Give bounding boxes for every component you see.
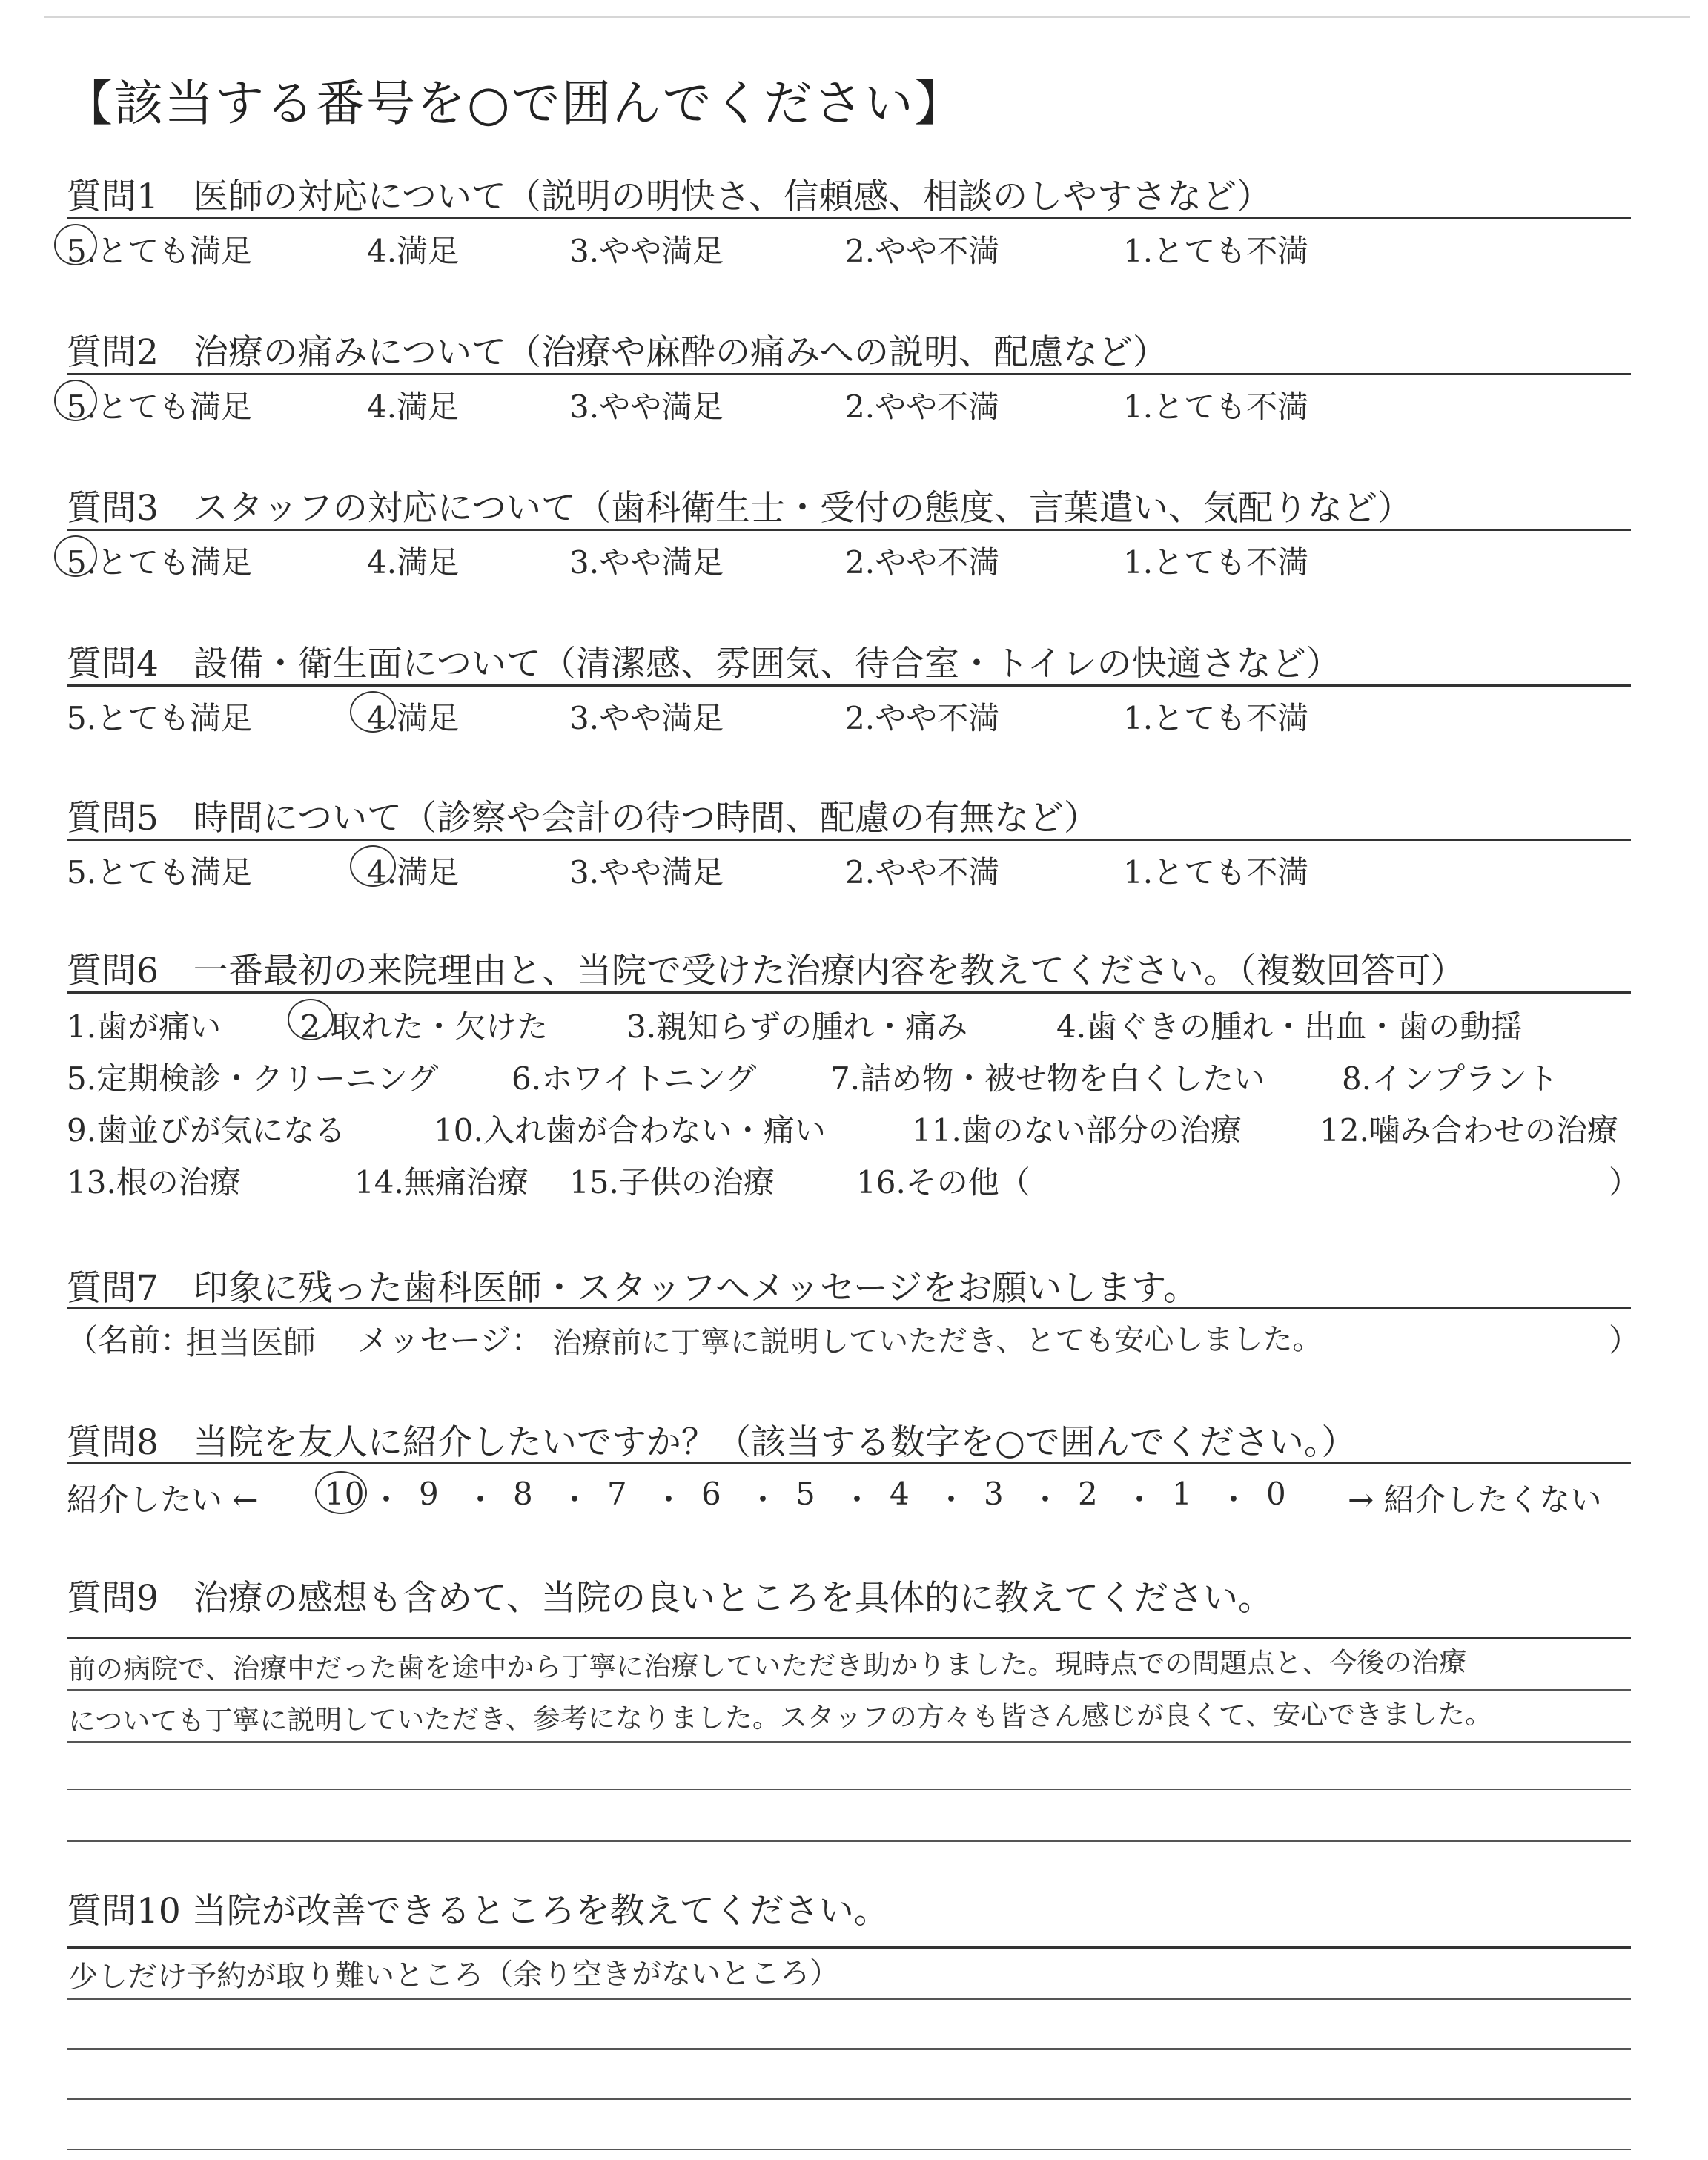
q8-left-label: 紹介したい ← bbox=[67, 1482, 259, 1518]
q4-option-3[interactable]: 3.やや満足 bbox=[569, 700, 724, 736]
q6-option-5[interactable]: 5.定期検診・クリーニング bbox=[67, 1060, 439, 1097]
q9-title: 質問9 治療の感想も含めて、当院の良いところを具体的に教えてください。 bbox=[67, 1578, 1273, 1619]
q8-scale-separator: ・ bbox=[1030, 1482, 1062, 1518]
q8-scale-value[interactable]: 2 bbox=[1078, 1476, 1098, 1512]
q8-scale-separator: ・ bbox=[465, 1482, 497, 1518]
q7-underline bbox=[67, 1307, 1631, 1309]
top-border bbox=[44, 16, 1690, 18]
q4-title: 質問4 設備・衛生面について（清潔感、雰囲気、待合室・トイレの快適さなど） bbox=[67, 644, 1341, 684]
q10-line-2 bbox=[67, 1998, 1631, 2000]
q8-scale-value[interactable]: 5 bbox=[795, 1476, 815, 1512]
q4-option-1[interactable]: 1.とても不満 bbox=[1123, 700, 1309, 736]
q8-scale-separator: ・ bbox=[371, 1482, 403, 1518]
q5-underline bbox=[67, 839, 1631, 841]
q8-scale-value[interactable]: 10 bbox=[325, 1476, 365, 1512]
q9-line-3 bbox=[67, 1741, 1631, 1743]
q5-title: 質問5 時間について（診察や会計の待つ時間、配慮の有無など） bbox=[67, 798, 1099, 839]
q7-close-paren: ） bbox=[1609, 1322, 1641, 1358]
q6-option-7[interactable]: 7.詰め物・被せ物を白くしたい bbox=[830, 1060, 1265, 1097]
q7-message-label: メッセージ： bbox=[357, 1322, 543, 1358]
q8-scale-value[interactable]: 0 bbox=[1266, 1476, 1286, 1512]
q7-name-value[interactable]: 担当医師 bbox=[185, 1324, 317, 1363]
q5-option-4[interactable]: 4.満足 bbox=[367, 854, 460, 891]
q8-scale-separator: ・ bbox=[747, 1482, 779, 1518]
q6-option-3[interactable]: 3.親知らずの腫れ・痛み bbox=[626, 1008, 968, 1045]
q10-line-3 bbox=[67, 2048, 1631, 2050]
q6-option-8[interactable]: 8.インプラント bbox=[1342, 1060, 1559, 1097]
q4-underline bbox=[67, 684, 1631, 687]
q5-option-3[interactable]: 3.やや満足 bbox=[569, 854, 724, 891]
q9-line-1 bbox=[67, 1637, 1631, 1639]
q1-option-5[interactable]: 5.とても満足 bbox=[67, 233, 253, 269]
q3-option-1[interactable]: 1.とても不満 bbox=[1123, 544, 1309, 581]
q7-name-label: （名前： bbox=[67, 1322, 192, 1358]
q8-scale-value[interactable]: 3 bbox=[984, 1476, 1004, 1512]
q1-title: 質問1 医師の対応について（説明の明快さ、信頼感、相談のしやすさなど） bbox=[67, 176, 1272, 217]
q6-option-16[interactable]: 16.その他（ bbox=[856, 1164, 1030, 1200]
q1-option-1[interactable]: 1.とても不満 bbox=[1123, 233, 1309, 269]
q6-option-15[interactable]: 15.子供の治療 bbox=[569, 1164, 775, 1200]
q10-title: 質問10 当院が改善できるところを教えてください。 bbox=[67, 1891, 889, 1932]
q8-scale-separator: ・ bbox=[1218, 1482, 1250, 1518]
q9-line-2 bbox=[67, 1689, 1631, 1691]
q8-scale-value[interactable]: 1 bbox=[1172, 1476, 1192, 1512]
q8-scale-value[interactable]: 8 bbox=[513, 1476, 533, 1512]
q6-option-10[interactable]: 10.入れ歯が合わない・痛い bbox=[434, 1112, 826, 1149]
q10-line-1 bbox=[67, 1946, 1631, 1949]
q6-title: 質問6 一番最初の来院理由と、当院で受けた治療内容を教えてください。（複数回答可） bbox=[67, 951, 1466, 991]
q2-option-4[interactable]: 4.満足 bbox=[367, 389, 460, 425]
q2-option-5[interactable]: 5.とても満足 bbox=[67, 389, 253, 425]
q2-underline bbox=[67, 373, 1631, 375]
q8-scale-value[interactable]: 7 bbox=[607, 1476, 627, 1512]
q2-title: 質問2 治療の痛みについて（治療や麻酔の痛みへの説明、配慮など） bbox=[67, 332, 1168, 373]
q6-option-6[interactable]: 6.ホワイトニング bbox=[512, 1060, 757, 1097]
q4-option-2[interactable]: 2.やや不満 bbox=[845, 700, 1000, 736]
q6-option-9[interactable]: 9.歯並びが気になる bbox=[67, 1112, 346, 1149]
q6-option-4[interactable]: 4.歯ぐきの腫れ・出血・歯の動揺 bbox=[1056, 1008, 1523, 1045]
q6-option-2[interactable]: 2.取れた・欠けた bbox=[300, 1008, 549, 1045]
q8-scale-value[interactable]: 9 bbox=[419, 1476, 439, 1512]
q8-scale-separator: ・ bbox=[841, 1482, 873, 1518]
q1-option-2[interactable]: 2.やや不満 bbox=[845, 233, 1000, 269]
q8-scale-separator: ・ bbox=[653, 1482, 685, 1518]
q6-option-13[interactable]: 13.根の治療 bbox=[67, 1164, 241, 1200]
q3-title: 質問3 スタッフの対応について（歯科衛生士・受付の態度、言葉遣い、気配りなど） bbox=[67, 488, 1412, 529]
q6-option-1[interactable]: 1.歯が痛い bbox=[67, 1008, 222, 1045]
q7-title: 質問7 印象に残った歯科医師・スタッフへメッセージをお願いします。 bbox=[67, 1268, 1199, 1309]
q3-underline bbox=[67, 529, 1631, 531]
q10-answer-line-1[interactable]: 少しだけ予約が取り難いところ（余り空きがないところ） bbox=[67, 1956, 840, 1995]
q9-line-5 bbox=[67, 1840, 1631, 1842]
q4-option-5[interactable]: 5.とても満足 bbox=[67, 700, 253, 736]
q3-option-3[interactable]: 3.やや満足 bbox=[569, 544, 724, 581]
q9-answer-line-1[interactable]: 前の病院で、治療中だった歯を途中から丁寧に治療していただき助かりました。現時点での問題点と、今後の治療 bbox=[67, 1646, 1467, 1685]
q6-option-14[interactable]: 14.無痛治療 bbox=[354, 1164, 529, 1200]
q9-answer-line-2[interactable]: についても丁寧に説明していただき、参考になりました。スタッフの方々も皆さん感じが良くて、安心できました。 bbox=[67, 1697, 1493, 1738]
q2-option-3[interactable]: 3.やや満足 bbox=[569, 389, 724, 425]
q8-scale-separator: ・ bbox=[559, 1482, 591, 1518]
q6-option-12[interactable]: 12.噛み合わせの治療 bbox=[1320, 1112, 1618, 1149]
q1-option-3[interactable]: 3.やや満足 bbox=[569, 233, 724, 269]
q8-scale-value[interactable]: 6 bbox=[701, 1476, 721, 1512]
q10-line-4 bbox=[67, 2098, 1631, 2100]
q7-message-value[interactable]: 治療前に丁寧に説明していただき、とても安心しました。 bbox=[552, 1322, 1323, 1361]
q5-option-1[interactable]: 1.とても不満 bbox=[1123, 854, 1309, 891]
q5-option-2[interactable]: 2.やや不満 bbox=[845, 854, 1000, 891]
q6-option-11[interactable]: 11.歯のない部分の治療 bbox=[912, 1112, 1242, 1149]
q1-option-4[interactable]: 4.満足 bbox=[367, 233, 460, 269]
q6-other-close-paren: ） bbox=[1609, 1164, 1641, 1200]
q10-line-5 bbox=[67, 2149, 1631, 2150]
q8-right-label: → 紹介したくない bbox=[1348, 1482, 1602, 1518]
q8-scale-separator: ・ bbox=[1124, 1482, 1156, 1518]
q4-option-4[interactable]: 4.満足 bbox=[367, 700, 460, 736]
q1-underline bbox=[67, 217, 1631, 219]
q3-option-4[interactable]: 4.満足 bbox=[367, 544, 460, 581]
q8-underline bbox=[67, 1462, 1631, 1464]
q8-scale-separator: ・ bbox=[936, 1482, 967, 1518]
page-heading: 【該当する番号を○で囲んでください】 bbox=[64, 75, 965, 132]
q3-option-2[interactable]: 2.やや不満 bbox=[845, 544, 1000, 581]
q2-option-2[interactable]: 2.やや不満 bbox=[845, 389, 1000, 425]
q8-scale-value[interactable]: 4 bbox=[890, 1476, 910, 1512]
q9-line-4 bbox=[67, 1789, 1631, 1790]
q3-option-5[interactable]: 5.とても満足 bbox=[67, 544, 253, 581]
q2-option-1[interactable]: 1.とても不満 bbox=[1123, 389, 1309, 425]
q8-title: 質問8 当院を友人に紹介したいですか？（該当する数字を○で囲んでください。） bbox=[67, 1422, 1357, 1463]
q5-option-5[interactable]: 5.とても満足 bbox=[67, 854, 253, 891]
q6-underline bbox=[67, 991, 1631, 994]
